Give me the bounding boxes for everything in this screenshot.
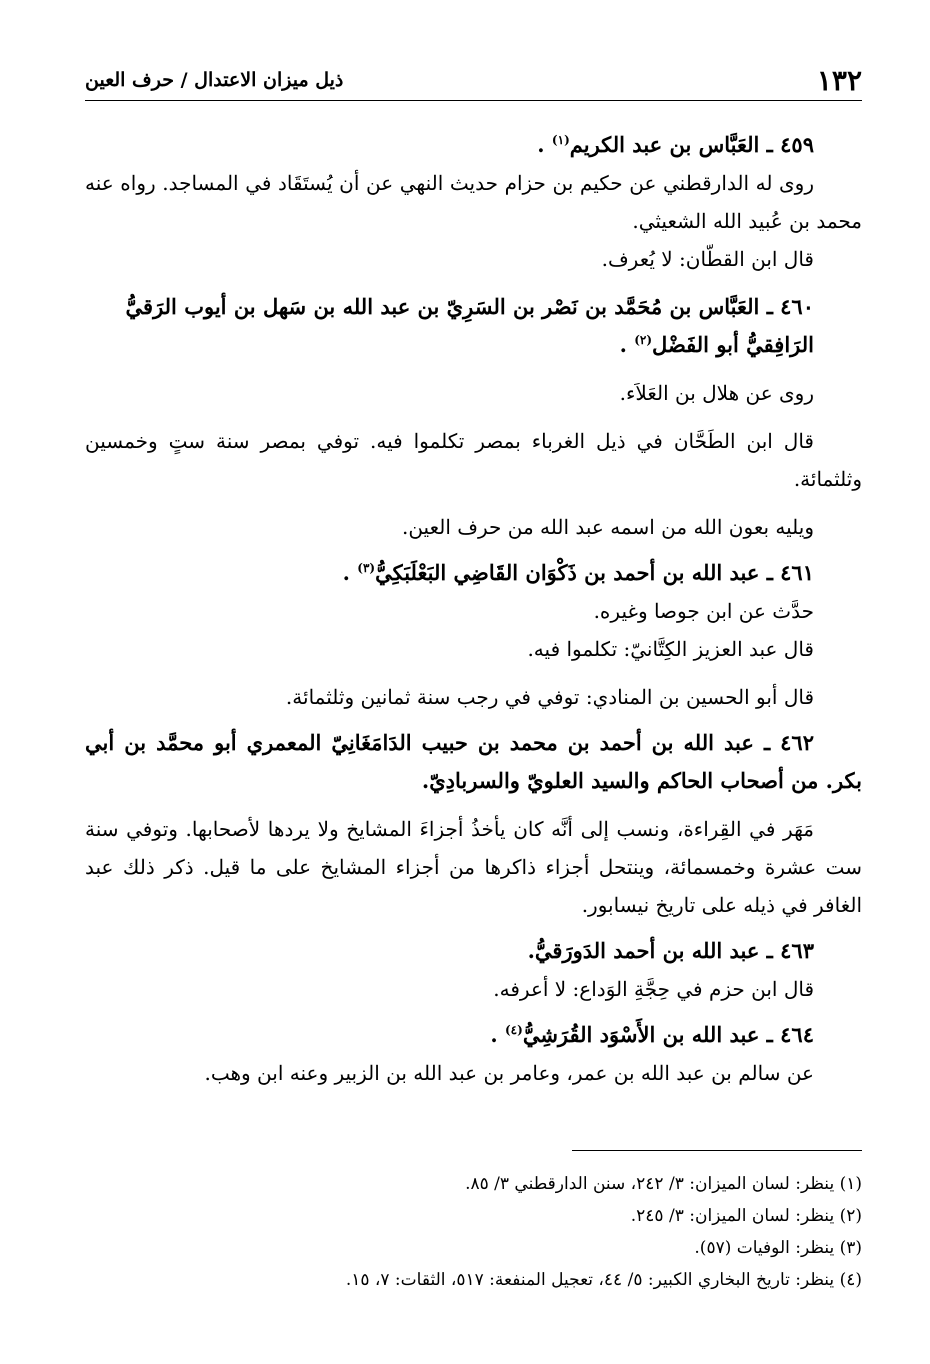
entry-461-text-2: قال عبد العزيز الكِتَّانيّ: تكلموا فيه. (527, 637, 814, 661)
entry-462-heading (85, 724, 862, 800)
entry-459-heading: ٤٥٩ ـ العَبَّاس بن عبد الكريم$^{(١)}$ . (537, 132, 814, 157)
entry-464-title: ٤٦٤ ـ عبد الله بن الأَسْوَد القُرَشِيُّ (522, 1022, 814, 1047)
entry-463-text: قال ابن حزم في حِجَّةِ الوَداع: لا أعرفه. (493, 977, 814, 1001)
footnote-ref-1: (١) (551, 133, 570, 147)
footnote-3: (٣) ينظر: الوفيات (٥٧). (694, 1238, 862, 1258)
footnote-ref-2: (٢) (634, 333, 653, 347)
section-transition: ويليه بعون الله من اسمه عبد الله من حرف العين. (401, 515, 814, 539)
entry-460-text-1: روى عن هلال بن العَلاَء. (619, 381, 814, 405)
page-header (85, 60, 862, 101)
entry-462-title: ٤٦٢ ـ عبد الله بن أحمد بن محمد بن حبيب الدَامَغَانِيّ المعمري أبو محمَّد بن أبي بكر. من أصحاب الحاكم والسيد العلويّ والسربادِيّ. (85, 730, 862, 793)
entry-460-heading: ٤٦٠ ـ العَبَّاس بن مُحَمَّد بن نَصْر بن السَرِيّ بن عبد الله بن سَهل بن أيوب الرَقيُّ الرَافِقيُّ أبو الفَضْل$^{(٢)}$ . (125, 294, 814, 357)
entry-461-heading: ٤٦١ ـ عبد الله بن أحمد بن ذَكْوَان القَاضِي البَعْلَبَكِيُّ$^{(٣)}$ . (342, 560, 814, 585)
footnote-ref-3: (٣) (357, 561, 376, 575)
footnote-4: (٤) ينظر: تاريخ البخاري الكبير: ٥/ ٤٤، تعجيل المنفعة: ٥١٧، الثقات: ٧، ١٥. (345, 1270, 862, 1290)
entry-459-paragraph: روى له الدارقطني عن حكيم بن حزام حديث النهي عن أن يُستَقَاد في المساجد. رواه عنه محمد بن عُبيد الله الشعيثي. (85, 171, 862, 233)
entry-464-heading: ٤٦٤ ـ عبد الله بن الأَسْوَد القُرَشِيُّ$^{(٤)}$ . (490, 1022, 814, 1047)
page-body (85, 118, 862, 1092)
entry-460-paragraph: قال ابن الطَحَّان في ذيل الغرباء بمصر تكلموا فيه. توفي بمصر سنة ستٍ وخمسين وثلثمائة. (85, 429, 862, 491)
footnote-2: (٢) ينظر: لسان الميزان: ٣/ ٢٤٥. (630, 1206, 862, 1226)
entry-461-title: ٤٦١ ـ عبد الله بن أحمد بن ذَكْوَان القَاضِي البَعْلَبَكِيُّ (375, 560, 814, 585)
entry-462-text (85, 810, 862, 924)
entry-461-text-1: حدَّث عن ابن جوصا وغيره. (593, 599, 814, 623)
entry-459-text (85, 164, 862, 240)
entry-460-title: ٤٦٠ ـ العَبَّاس بن مُحَمَّد بن نَصْر بن السَرِيّ بن عبد الله بن سَهل بن أيوب الرَقيُّ الرَافِقيُّ أبو الفَضْل (125, 294, 814, 357)
page-number: ١٣٢ (816, 63, 862, 97)
footnote-1: (١) ينظر: لسان الميزان: ٣/ ٢٤٢، سنن الدارقطني ٣/ ٨٥. (465, 1174, 862, 1194)
running-title: ذيل ميزان الاعتدال / حرف العين (85, 69, 344, 91)
footnote-ref-4: (٤) (504, 1023, 523, 1037)
entry-464-text: عن سالم بن عبد الله بن عمر، وعامر بن عبد الله بن الزبير وعنه ابن وهب. (204, 1061, 814, 1085)
entry-459-title: ٤٥٩ ـ العَبَّاس بن عبد الكريم (569, 132, 814, 157)
footnote-divider (572, 1150, 862, 1151)
entry-462-paragraph: مَهَر في القِراءة، ونسب إلى أنَّه كان يأخذُ أجزاءَ المشايخ ولا يردها لأصحابها. وتوفي سنة ست عشرة وخمسمائة، وينتحل أجزاء ذاكرها من أجزاء المشايخ على ما قيل. ذكر ذلك عبد الغافر في ذيله على تاريخ نيسابور. (85, 817, 862, 917)
entry-459-note: قال ابن القطّان: لا يُعرف. (601, 247, 814, 271)
entry-460-text-2 (85, 422, 862, 498)
entry-461-text-3: قال أبو الحسين بن المنادي: توفي في رجب سنة ثمانين وثلثمائة. (285, 685, 814, 709)
footnotes (85, 1168, 862, 1296)
entry-463-heading: ٤٦٣ ـ عبد الله بن أحمد الدَورَقيُّ. (527, 938, 814, 963)
